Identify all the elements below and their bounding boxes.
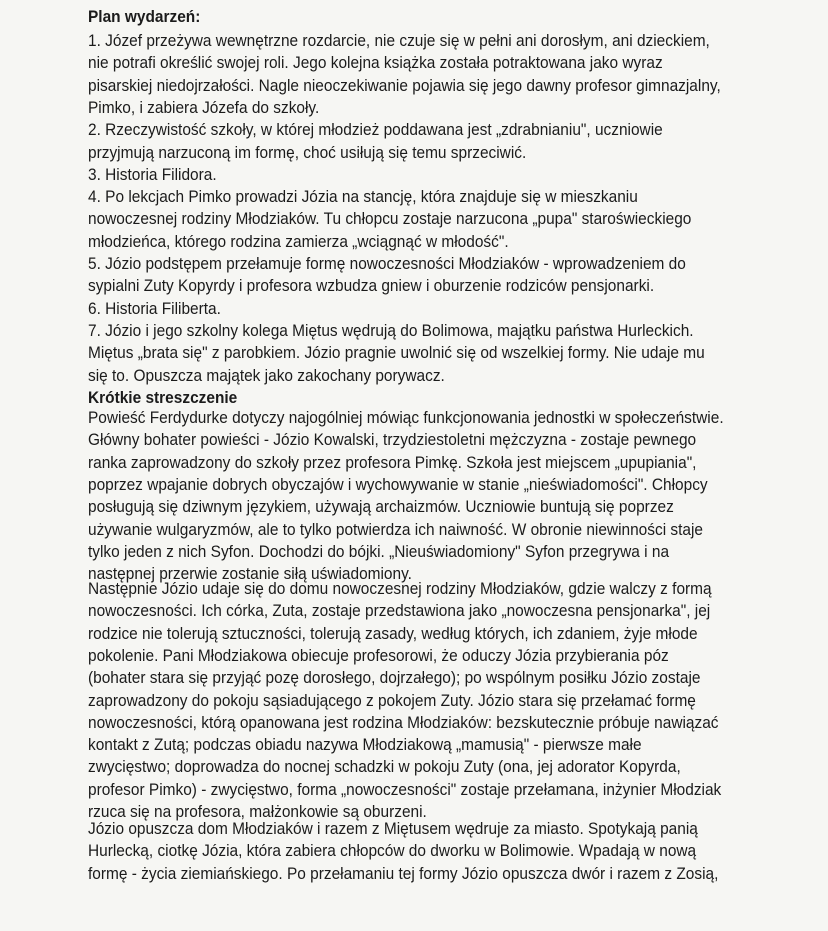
summary-paragraph-line: rzuca się na profesora, małżonkowie są oburzeni. (88, 802, 427, 821)
summary-heading: Krótkie streszczenie (88, 388, 238, 407)
plan-item-line: młodzieńca, którego rodzina zamierza „wciągnąć w młodość". (88, 231, 509, 251)
summary-paragraph-line: rodzice nie tolerują sztuczności, tolerują zasady, według których, ich zdaniem, żyje młode (88, 623, 698, 643)
plan-item-line: 1. Józef przeżywa wewnętrzne rozdarcie, nie czuje się w pełni ani dorosłym, ani dzieckiem, (88, 31, 710, 50)
summary-paragraph-line: następnej przerwie zostanie siłą uświadomiony. (88, 564, 412, 584)
summary-paragraph-line: posługują się dziwnym językiem, używają archaizmów. Uczniowie buntują się poprzez (88, 497, 674, 517)
plan-item-line: 4. Po lekcjach Pimko prowadzi Józia na stancję, która znajduje się w mieszkaniu (88, 187, 638, 207)
summary-paragraph-line: Józio opuszcza dom Młodziaków i razem z Miętusem wędruje za miasto. Spotykają panią (88, 819, 698, 838)
plan-item-line: pisarskiej niedojrzałości. Nagle nieoczekiwanie pojawia się jego dawny profesor gimnazjalny, (88, 75, 721, 95)
plan-item-line: 7. Józio i jego szkolny kolega Miętus wędrują do Bolimowa, majątku państwa Hurleckich. (88, 320, 694, 340)
plan-item-line: nowoczesnej rodziny Młodziaków. Tu chłopcu zostaje narzucona „pupa" staroświeckiego (88, 209, 692, 229)
plan-item-line: 2. Rzeczywistość szkoły, w której młodzież poddawana jest „zdrabnianiu", uczniowie (88, 120, 663, 140)
plan-item-line: przyjmują narzuconą im formę, choć usiłują się temu sprzeciwić. (88, 142, 527, 162)
plan-item-line: Pimko, i zabiera Józefa do szkoły. (88, 97, 320, 117)
summary-paragraph-line: kontakt z Zutą; podczas obiadu nazywa Młodziakową „mamusią" - pierwsze małe (88, 735, 642, 755)
summary-paragraph-line: Hurlecką, ciotkę Józia, która zabiera chłopców do dworku w Bolimowie. Wpadają w nową (88, 841, 697, 861)
plan-item-line: 3. Historia Filidora. (88, 164, 217, 184)
summary-paragraph-line: używanie wulgaryzmów, ale to tylko potwierdza ich naiwność. W obronie niewinności staje (88, 519, 704, 539)
summary-paragraph-line: zaprowadzony do pokoju sąsiadującego z pokojem Zuty. Józio stara się przełamać formę (88, 690, 696, 710)
plan-item-line: nie potrafi określić swojej roli. Jego kolejna książka została potraktowana jako wyraz (88, 53, 663, 73)
summary-paragraph-line: nowoczesności, którą opanowana jest rodzina Młodziaków: bezskutecznie próbuje nawiązać (88, 712, 719, 732)
plan-item-line: się to. Opuszcza majątek jako zakochany porywacz. (88, 365, 445, 385)
summary-paragraph-line: (bohater stara się przyjąć pozę dorosłego, dojrzałego); po wspólnym posiłku Józio zostaje (88, 668, 701, 688)
summary-paragraph-line: tylko jeden z nich Syfon. Dochodzi do bójki. „Nieuświadomiony" Syfon przegrywa i na (88, 541, 670, 561)
plan-item-line: 5. Józio podstępem przełamuje formę nowoczesności Młodziaków - wprowadzeniem do (88, 254, 686, 273)
plan-item-line: Miętus „brata się" z parobkiem. Józio pragnie uwolnić się od wszelkiej formy. Nie udaje mu (88, 343, 705, 363)
summary-paragraph-line: zwycięstwo; doprowadza do nocnej schadzki w pokoju Zuty (ona, jej adorator Kopyrda, (88, 757, 681, 777)
summary-paragraph-line: pokolenie. Pani Młodziakowa obiecuje profesorowi, że oduczy Józia przybierania póz (88, 645, 669, 665)
summary-paragraph-line: formę - życia ziemiańskiego. Po przełamaniu tej formy Józio opuszcza dwór i razem z Zosią, (88, 863, 719, 883)
summary-paragraph-line: Powieść Ferdydurke dotyczy najogólniej mówiąc funkcjonowania jednostki w społeczeństwie. (88, 408, 724, 427)
summary-paragraph-line: poprzez wpajanie dobrych obyczajów i wychowywanie w stanie „nieświadomości". Chłopcy (88, 474, 708, 494)
plan-heading: Plan wydarzeń: (88, 7, 201, 26)
plan-item-line: 6. Historia Filiberta. (88, 298, 221, 318)
summary-paragraph-line: nowoczesności. Ich córka, Zuta, zostaje przedstawiona jako „nowoczesna pensjonarka", jej (88, 601, 711, 621)
summary-paragraph-line: profesor Pimko) - zwycięstwo, forma „nowoczesności" zostaje przełamana, inżynier Młodziak (88, 779, 722, 799)
summary-paragraph-line: ranka zaprowadzony do szkoły przez profesora Pimkę. Szkoła jest miejscem „upupiania", (88, 452, 697, 472)
plan-item-line: sypialni Zuty Kopyrdy i profesora wzbudza gniew i oburzenie rodziców pensjonarki. (88, 276, 655, 296)
summary-paragraph-line: Główny bohater powieści - Józio Kowalski, trzydziestoletni mężczyzna - zostaje pewnego (88, 430, 697, 450)
summary-paragraph-line: Następnie Józio udaje się do domu nowoczesnej rodziny Młodziaków, gdzie walczy z formą (88, 579, 712, 598)
